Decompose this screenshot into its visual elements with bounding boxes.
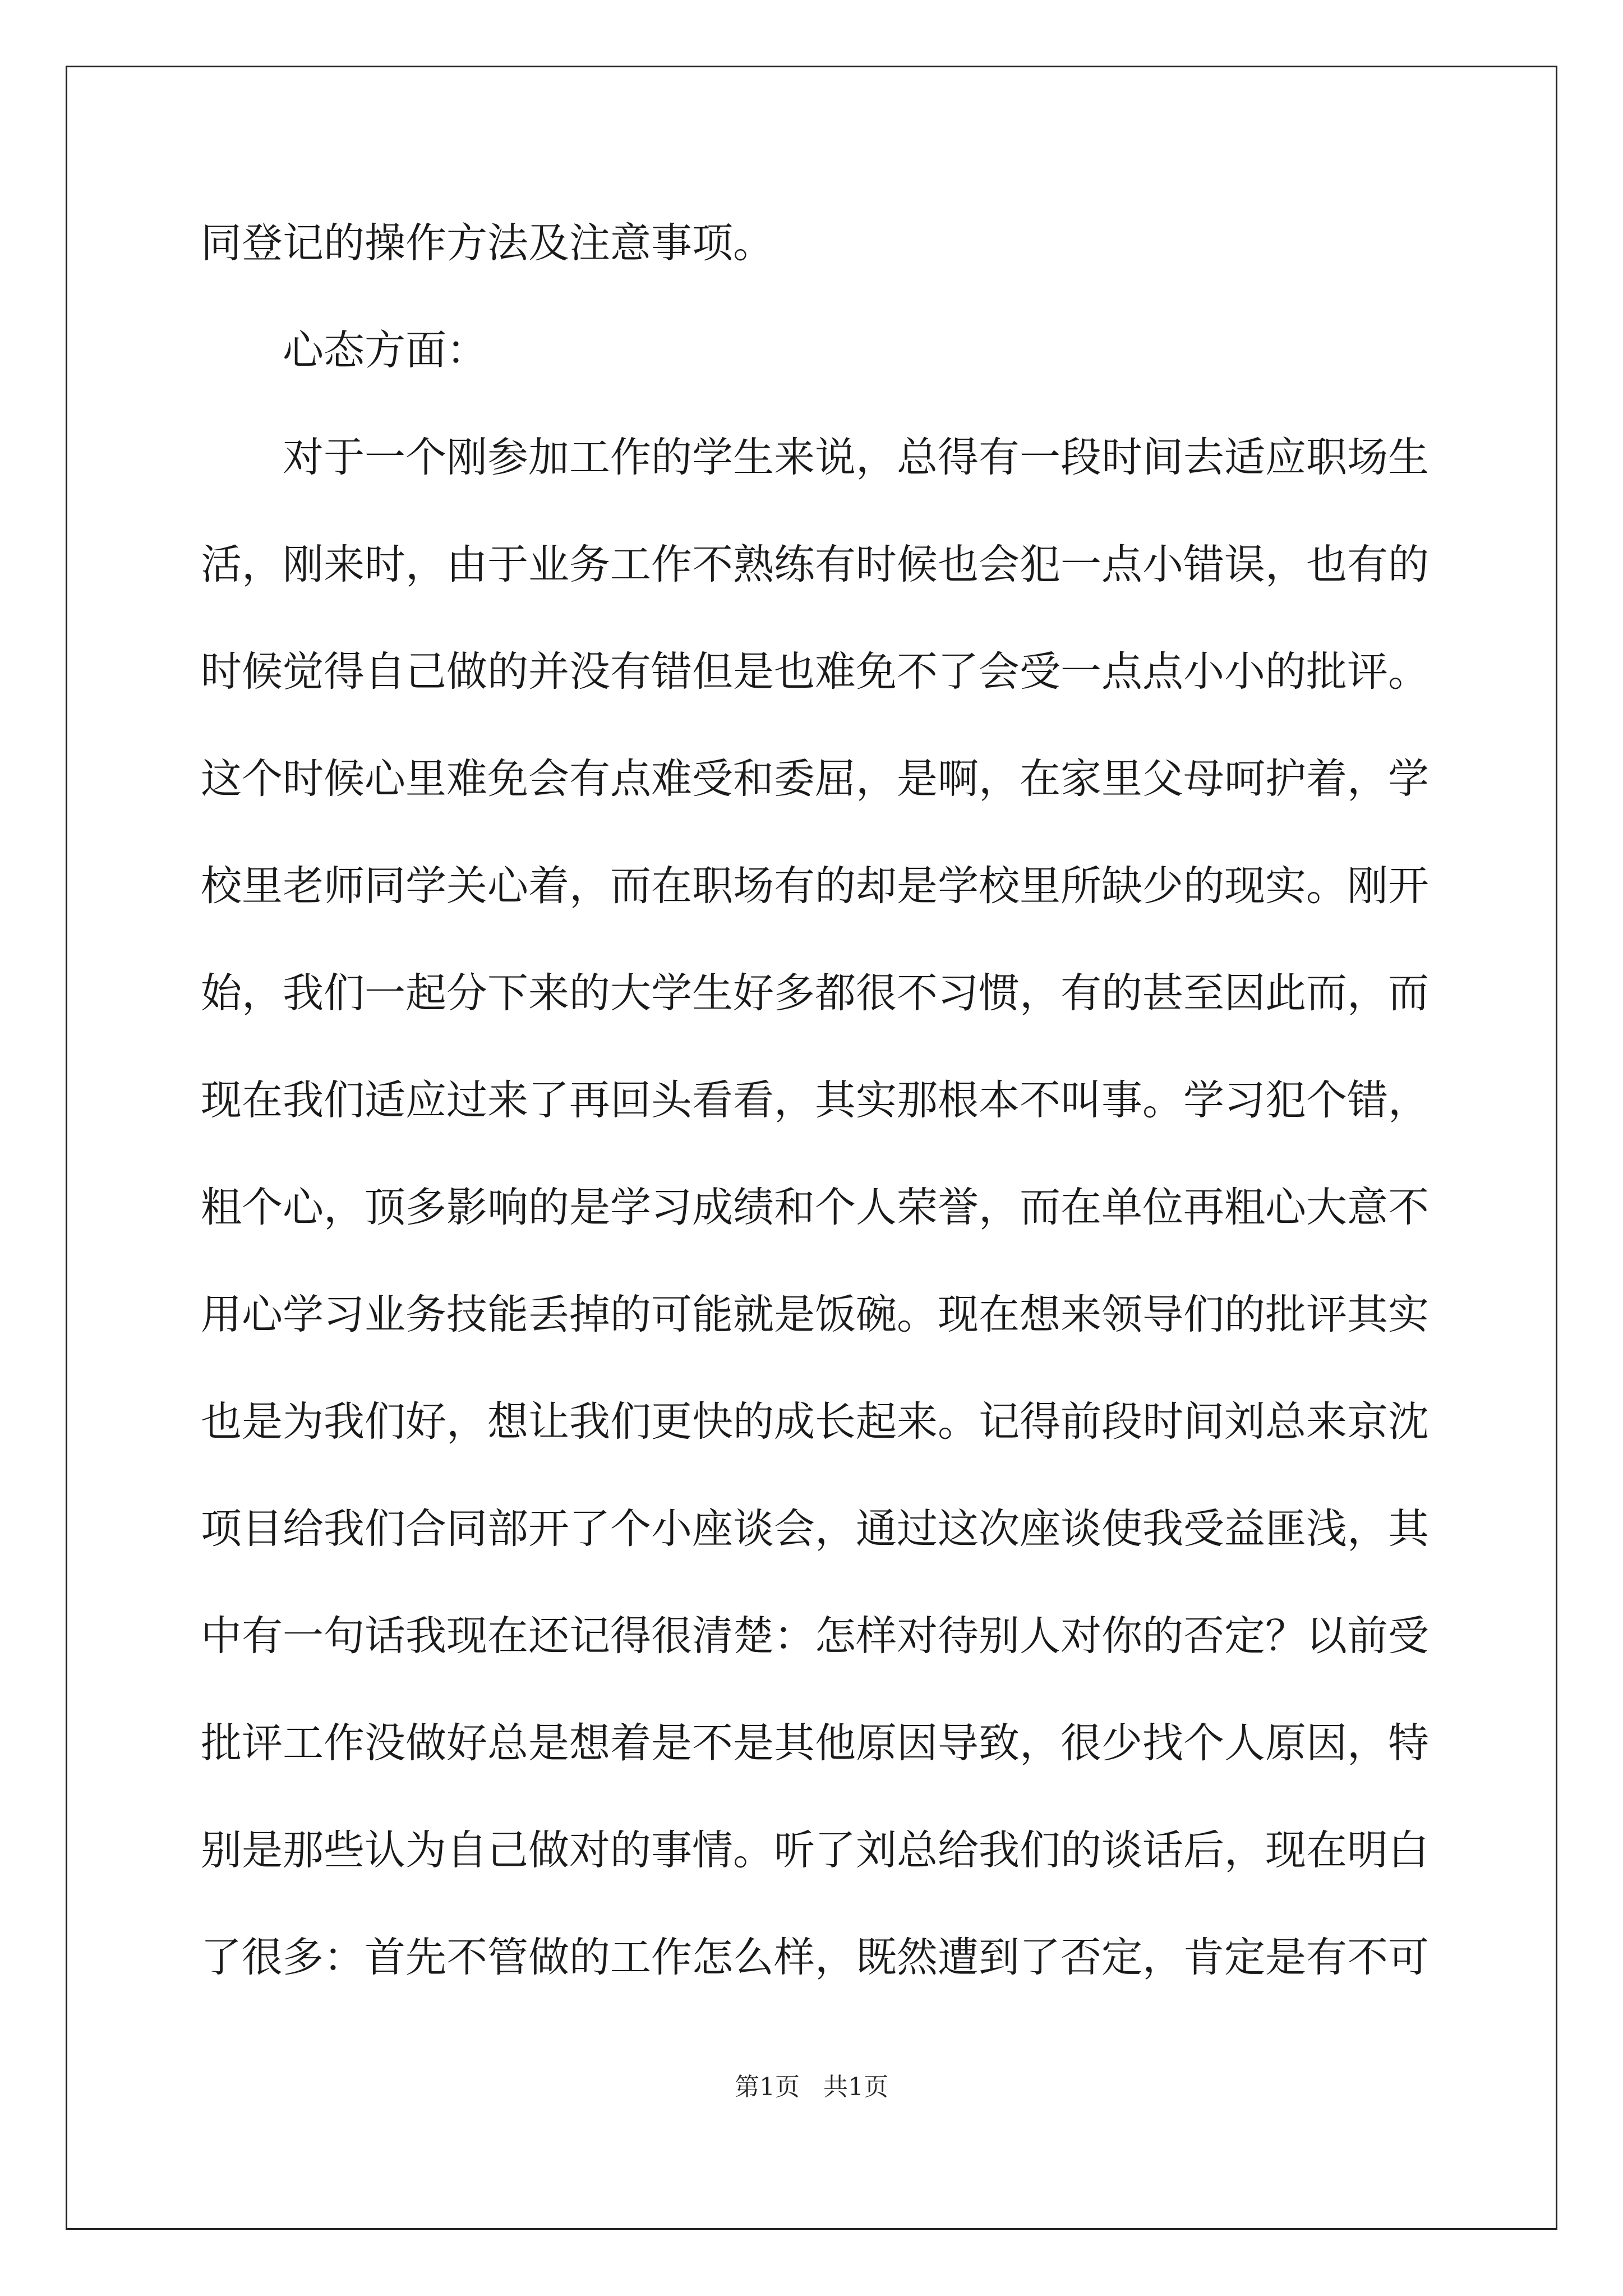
text-line: 始，我们一起分下来的大学生好多都很不习惯，有的甚至因此而，而: [201, 969, 1429, 1017]
text-line: 批评工作没做好总是想着是不是其他原因导致，很少找个人原因，特: [201, 1719, 1429, 1767]
page-footer: 第1页 共1页: [735, 2073, 888, 2101]
text-line: 对于一个刚参加工作的学生来说，总得有一段时间去适应职场生: [283, 434, 1429, 481]
text-line: 这个时候心里难免会有点难受和委屈，是啊，在家里父母呵护着，学: [201, 755, 1429, 803]
text-line: 了很多：首先不管做的工作怎么样，既然遭到了否定，肯定是有不可: [201, 1934, 1429, 1981]
text-line: 时候觉得自己做的并没有错但是也难免不了会受一点点小小的批评。: [201, 648, 1429, 696]
text-line: 校里老师同学关心着，而在职场有的却是学校里所缺少的现实。刚开: [201, 862, 1429, 910]
text-line: 心态方面：: [283, 326, 487, 374]
document-body: [201, 219, 1429, 2042]
text-line: 也是为我们好，想让我们更快的成长起来。记得前段时间刘总来京沈: [201, 1398, 1429, 1446]
text-line: 活，刚来时，由于业务工作不熟练有时候也会犯一点小错误，也有的: [201, 541, 1429, 588]
text-line: 用心学习业务技能丢掉的可能就是饭碗。现在想来领导们的批评其实: [201, 1291, 1429, 1338]
text-line: 别是那些认为自己做对的事情。听了刘总给我们的谈话后，现在明白: [201, 1826, 1429, 1874]
text-line: 项目给我们合同部开了个小座谈会，通过这次座谈使我受益匪浅，其: [201, 1505, 1429, 1553]
text-line: 中有一句话我现在还记得很清楚：怎样对待别人对你的否定？以前受: [201, 1612, 1429, 1660]
text-line: 粗个心，顶多影响的是学习成绩和个人荣誉，而在单位再粗心大意不: [201, 1184, 1429, 1231]
text-line: 现在我们适应过来了再回头看看，其实那根本不叫事。学习犯个错，: [201, 1076, 1429, 1124]
text-line: 同登记的操作方法及注意事项。: [201, 219, 774, 267]
